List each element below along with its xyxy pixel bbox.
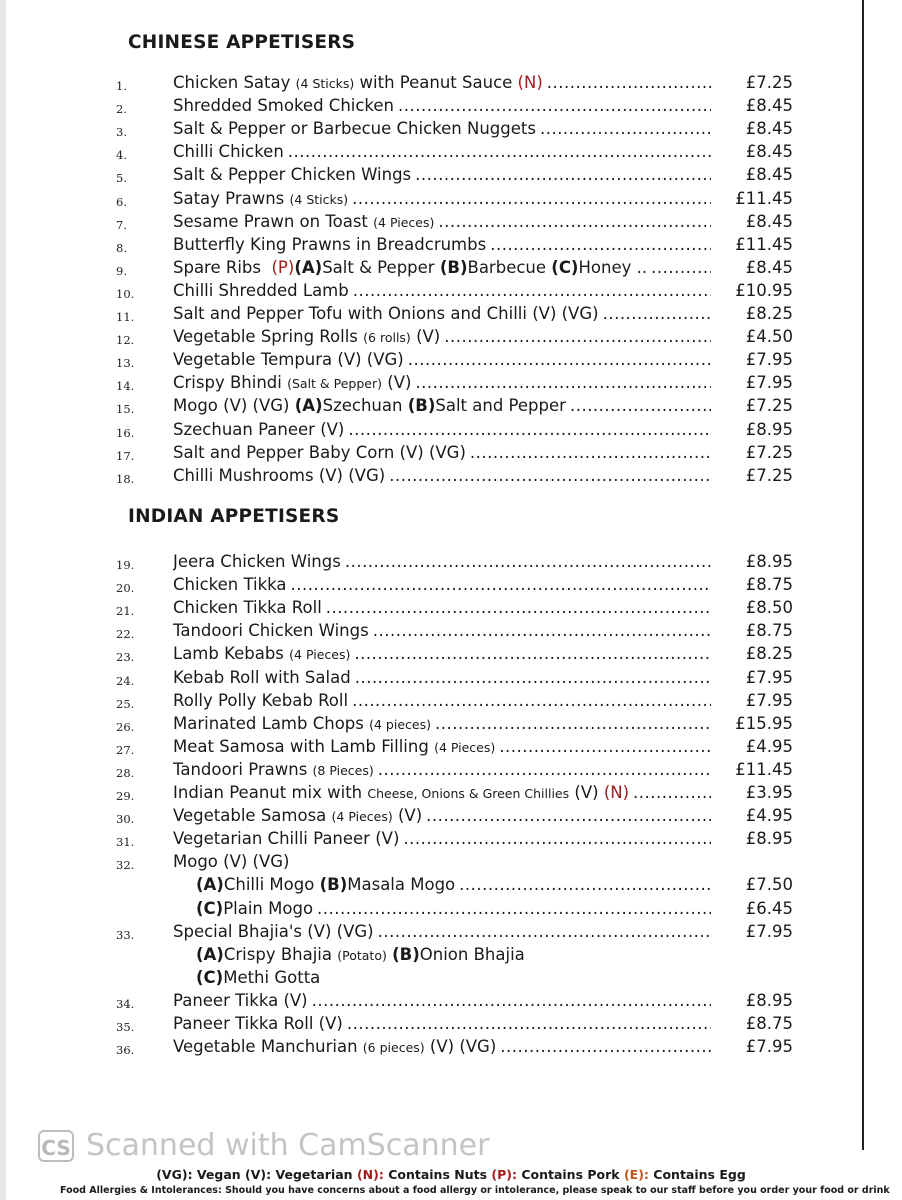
item-price: £8.45 [745, 257, 793, 277]
item-number: 25. [116, 696, 135, 711]
item-line [173, 737, 711, 760]
item-note: (4 pieces) [369, 716, 431, 732]
item-line [173, 373, 711, 396]
leader-dots [378, 760, 711, 779]
item-name: Vegetable Manchurian [173, 1037, 358, 1057]
menu-item-row [0, 691, 902, 714]
item-note: (4 Sticks) [289, 191, 349, 207]
option-b-label: (B) [319, 875, 348, 895]
item-name: Paneer Tikka Roll (V) [173, 1014, 343, 1033]
item-line [173, 212, 711, 235]
menu-item-row [0, 466, 902, 489]
item-note: (4 Pieces) [434, 739, 496, 755]
item-note: (6 rolls) [363, 330, 411, 346]
option-a: Crispy Bhajia [223, 944, 332, 964]
item-price: £8.45 [745, 165, 793, 185]
item-name: Jeera Chicken Wings [173, 552, 341, 571]
item-line [173, 991, 711, 1014]
item-name: Marinated Lamb Chops [173, 713, 364, 733]
item-number: 26. [116, 719, 135, 734]
leader-dots [345, 552, 711, 571]
item-line [173, 189, 711, 212]
menu-item-row [0, 420, 902, 443]
allergen-code: (N) [603, 783, 630, 802]
option-a: Chilli Mogo [223, 875, 315, 895]
leader-dots [438, 212, 711, 231]
allergen-code: (N) [517, 73, 543, 92]
option-a-label: (A) [196, 944, 224, 964]
chinese-appetisers-heading: CHINESE APPETISERS [128, 32, 356, 53]
item-number: 3. [116, 125, 127, 140]
leader-dots [378, 922, 711, 941]
item-number: 20. [116, 581, 135, 596]
menu-item-row [0, 829, 902, 852]
item-price: £8.75 [745, 575, 793, 595]
item-number: 15. [116, 402, 135, 417]
item-line [173, 258, 711, 281]
item-line [173, 165, 711, 188]
item-number: 24. [116, 673, 135, 688]
item-price: £8.25 [745, 644, 793, 664]
item-number: 9. [116, 263, 127, 278]
item-number: 10. [116, 286, 135, 301]
item-number: 29. [116, 789, 135, 803]
menu-item-row [0, 852, 902, 875]
item-line [173, 575, 711, 598]
menu-item-row [0, 142, 902, 165]
item-price: £7.25 [745, 442, 793, 462]
item-name: Chilli Chicken [173, 142, 284, 162]
item-price: £7.95 [745, 1037, 793, 1057]
item-price: £7.25 [745, 73, 793, 92]
item-name: Mogo (V) (VG) [173, 396, 290, 416]
item-suffix: (V) [574, 783, 599, 802]
item-number: 28. [116, 765, 135, 780]
legend-nuts-code: (N): [356, 1167, 384, 1182]
item-price: £7.25 [745, 465, 793, 485]
item-name: Chilli Mushrooms (V) (VG) [173, 465, 386, 485]
leader-dots [547, 73, 711, 92]
menu-item-row [0, 1037, 902, 1060]
item-suffix: (V) [397, 806, 423, 826]
item-number: 8. [116, 240, 127, 255]
menu-item-row [0, 714, 902, 737]
menu-item-row [0, 373, 902, 396]
menu-item-row [0, 1014, 902, 1037]
leader-dots [353, 281, 711, 300]
item-line [173, 783, 711, 806]
item-number: 33. [116, 927, 135, 942]
item-line [196, 899, 711, 922]
menu-item-row [0, 165, 902, 188]
item-number: 4. [116, 148, 127, 163]
item-line [173, 552, 711, 575]
leader-dots [348, 420, 711, 439]
option-b-label: (B) [407, 396, 436, 416]
menu-item-row [0, 968, 902, 991]
leader-dots [352, 691, 711, 710]
dietary-legend [0, 1167, 902, 1182]
leader-dots [355, 668, 711, 687]
option-b: Barbecue [467, 257, 547, 277]
menu-item-row [0, 737, 902, 760]
item-suffix: (V) [416, 327, 441, 347]
item-price: £6.45 [745, 898, 793, 918]
item-name: Salt and Pepper Tofu with Onions and Chilli (V) (VG) [173, 304, 599, 323]
leader-dots [288, 142, 711, 161]
item-note: (Salt & Pepper) [287, 376, 383, 392]
item-number: 27. [116, 742, 135, 757]
menu-item-row [0, 899, 902, 922]
item-note: Cheese, Onions & Green Chillies [367, 786, 570, 801]
leader-dots [499, 737, 711, 756]
legend-egg-code: (E): [623, 1167, 649, 1182]
item-price: £8.45 [745, 119, 793, 139]
item-line [173, 327, 711, 350]
allergen-code: (P) [271, 257, 295, 277]
option-b: Onion Bhajia [419, 944, 525, 964]
leader-dots [317, 899, 711, 918]
item-note: (4 Pieces) [331, 809, 393, 825]
item-line [173, 119, 711, 142]
item-line [196, 945, 756, 968]
legend-nuts: Contains Nuts [388, 1167, 488, 1182]
menu-item-row [0, 189, 902, 212]
menu-item-row [0, 258, 902, 281]
item-name: Vegetable Samosa [173, 806, 327, 826]
option-c-label: (C) [196, 967, 224, 987]
item-name: Tandoori Prawns [173, 759, 308, 779]
item-name: Lamb Kebabs [173, 644, 284, 664]
menu-item-row [0, 668, 902, 691]
leader-dots [444, 327, 711, 346]
item-price: £7.95 [745, 690, 793, 710]
item-name: Butterfly King Prawns in Breadcrumbs [173, 234, 487, 254]
leader-dots [500, 1037, 711, 1056]
item-name: Satay Prawns [173, 188, 285, 208]
item-line [173, 420, 711, 443]
item-line [173, 304, 711, 327]
menu-item-row [0, 783, 902, 806]
item-number: 14. [116, 379, 135, 394]
item-name: Crispy Bhindi [173, 373, 282, 393]
item-name: Paneer Tikka (V) [173, 990, 308, 1010]
option-b: Salt and Pepper [435, 396, 566, 416]
item-line [173, 806, 711, 829]
item-number: 21. [116, 604, 135, 619]
item-note: (Potato) [337, 947, 387, 963]
item-suffix: (V) [387, 373, 412, 393]
menu-item-row [0, 73, 902, 96]
option-b-label: (B) [392, 944, 420, 964]
item-price: £4.50 [745, 327, 793, 347]
item-name: Salt & Pepper Chicken Wings [173, 165, 412, 185]
item-line [173, 1037, 711, 1060]
item-line [173, 281, 711, 304]
menu-item-row [0, 396, 902, 419]
item-price: £3.95 [745, 783, 793, 802]
leader-dots [435, 714, 711, 733]
menu-item-row [0, 806, 902, 829]
item-line [173, 621, 711, 644]
item-line [173, 714, 711, 737]
item-name: Vegetarian Chilli Paneer (V) [173, 829, 400, 849]
option-c: Honey .. [578, 257, 648, 277]
camscanner-logo: CS [38, 1130, 74, 1162]
item-price: £8.45 [745, 211, 793, 231]
menu-item-row [0, 644, 902, 667]
item-number: 1. [116, 79, 127, 93]
item-price: £8.95 [745, 829, 793, 849]
menu-item-row [0, 922, 902, 945]
legend-vegetarian: (V): Vegetarian [245, 1167, 353, 1182]
item-line [173, 1014, 711, 1037]
item-number: 5. [116, 171, 127, 186]
item-number: 23. [116, 650, 135, 665]
item-name: Vegetable Tempura (V) (VG) [173, 350, 404, 370]
leader-dots [651, 258, 711, 277]
item-name: Chicken Tikka [173, 575, 287, 595]
item-name: Tandoori Chicken Wings [173, 621, 369, 641]
item-line [173, 691, 711, 714]
leader-dots [326, 598, 711, 617]
item-name: Kebab Roll with Salad [173, 667, 351, 687]
item-line [173, 668, 711, 691]
item-number: 12. [116, 333, 135, 348]
legend-vegan: (VG): Vegan [156, 1167, 241, 1182]
item-line [173, 96, 711, 119]
item-line [173, 350, 711, 373]
menu-item-row [0, 875, 902, 898]
item-price: £15.95 [735, 713, 793, 733]
menu-item-row [0, 235, 902, 258]
item-name: Rolly Polly Kebab Roll [173, 690, 349, 710]
option-c-label: (C) [551, 257, 579, 277]
legend-pork: Contains Pork [521, 1167, 620, 1182]
allergy-note: Food Allergies & Intolerances: Should you have concerns about a food allergy or intolerance, please speak to our staff before you order your food or drink [60, 1185, 890, 1196]
item-number: 36. [116, 1043, 135, 1058]
leader-dots [490, 235, 711, 254]
menu-item-row [0, 760, 902, 783]
item-price: £7.95 [745, 921, 793, 941]
option-a-label: (A) [196, 875, 224, 895]
item-line [173, 73, 711, 96]
item-line [173, 760, 711, 783]
indian-appetisers-heading: INDIAN APPETISERS [128, 506, 340, 527]
item-price: £8.45 [745, 142, 793, 162]
item-number: 7. [116, 217, 127, 232]
leader-dots [415, 373, 711, 392]
leader-dots [603, 304, 711, 323]
leader-dots [426, 806, 711, 825]
leader-dots [312, 991, 711, 1010]
menu-item-row [0, 552, 902, 575]
item-price: £8.45 [745, 96, 793, 116]
item-number: 19. [116, 558, 135, 572]
leader-dots [398, 96, 711, 115]
menu-item-row [0, 327, 902, 350]
leader-dots [389, 466, 711, 485]
item-number: 22. [116, 627, 135, 642]
leader-dots [470, 443, 711, 462]
item-suffix: with Peanut Sauce [359, 73, 513, 92]
item-price: £4.95 [745, 806, 793, 826]
item-line [173, 922, 711, 945]
item-note: (4 Pieces) [289, 647, 351, 663]
camscanner-watermark: Scanned with CamScanner [86, 1128, 490, 1163]
item-number: 32. [116, 858, 135, 873]
menu-item-row [0, 991, 902, 1014]
option-a-label: (A) [294, 257, 323, 277]
item-number: 13. [116, 356, 135, 371]
leader-dots [459, 875, 711, 894]
item-number: 11. [116, 310, 135, 324]
item-name: Chicken Tikka Roll [173, 598, 322, 618]
item-line [196, 875, 711, 898]
item-line [173, 466, 711, 489]
item-price: £7.50 [745, 875, 793, 895]
item-note: (8 Pieces) [312, 762, 374, 778]
leader-dots [373, 621, 711, 640]
item-line [173, 396, 711, 419]
item-name: Spare Ribs [173, 257, 261, 277]
option-b-label: (B) [439, 257, 468, 277]
item-suffix: (V) (VG) [429, 1037, 497, 1057]
item-name: Chilli Shredded Lamb [173, 280, 349, 300]
item-price: £7.95 [745, 667, 793, 687]
leader-dots [347, 1014, 711, 1033]
item-price: £8.25 [745, 304, 793, 323]
item-note: (4 Pieces) [373, 214, 435, 230]
item-price: £11.45 [735, 759, 793, 779]
item-name: Salt & Pepper or Barbecue Chicken Nuggets [173, 119, 536, 139]
item-note: (6 pieces) [362, 1040, 425, 1056]
option-c: Plain Mogo [223, 898, 314, 918]
leader-dots [408, 350, 711, 369]
item-number: 17. [116, 448, 135, 463]
menu-item-row [0, 350, 902, 373]
item-name: Special Bhajia's (V) (VG) [173, 921, 374, 941]
item-price: £8.95 [745, 990, 793, 1010]
menu-item-row [0, 281, 902, 304]
item-line [173, 644, 711, 667]
menu-item-row [0, 304, 902, 327]
item-price: £7.95 [745, 373, 793, 393]
item-price: £7.25 [745, 396, 793, 416]
option-a-label: (A) [294, 396, 323, 416]
item-price: £10.95 [735, 280, 793, 300]
menu-item-row [0, 575, 902, 598]
item-price: £7.95 [745, 350, 793, 370]
item-price: £11.45 [735, 234, 793, 254]
item-name: Chicken Satay [173, 73, 291, 92]
item-name: Meat Samosa with Lamb Filling [173, 736, 429, 756]
menu-item-row [0, 443, 902, 466]
item-line [173, 829, 711, 852]
item-price: £11.45 [735, 188, 793, 208]
menu-item-row [0, 96, 902, 119]
item-name: Szechuan Paneer (V) [173, 419, 345, 439]
leader-dots [403, 829, 711, 848]
item-name: Indian Peanut mix with [173, 783, 363, 802]
item-price: £4.95 [745, 736, 793, 756]
leader-dots [570, 396, 711, 415]
leader-dots [415, 165, 711, 184]
item-number: 35. [116, 1020, 135, 1034]
option-a: Szechuan [322, 396, 403, 416]
legend-pork-code: (P): [491, 1167, 517, 1182]
leader-dots [352, 189, 711, 208]
item-number: 30. [116, 812, 135, 827]
item-name: Sesame Prawn on Toast [173, 211, 368, 231]
item-name: Salt and Pepper Baby Corn (V) (VG) [173, 442, 466, 462]
item-line [173, 142, 711, 165]
leader-dots [633, 783, 711, 802]
item-number: 34. [116, 996, 135, 1011]
item-name: Shredded Smoked Chicken [173, 96, 395, 116]
item-number: 2. [116, 102, 127, 117]
option-b: Masala Mogo [347, 875, 456, 895]
item-line [173, 443, 711, 466]
item-price: £8.75 [745, 1014, 793, 1033]
menu-item-row [0, 119, 902, 142]
item-number: 16. [116, 425, 135, 440]
item-line [173, 852, 711, 875]
item-price: £8.75 [745, 621, 793, 641]
legend-egg: Contains Egg [653, 1167, 746, 1182]
menu-item-row [0, 945, 902, 968]
option-a: Salt & Pepper [322, 257, 435, 277]
item-number: 31. [116, 835, 135, 850]
option-c-label: (C) [196, 898, 224, 918]
menu-item-row [0, 621, 902, 644]
item-name: Vegetable Spring Rolls [173, 327, 358, 347]
item-name: Mogo (V) (VG) [173, 852, 290, 872]
item-number: 6. [116, 194, 127, 209]
item-line [196, 968, 756, 991]
item-line [173, 235, 711, 258]
item-line [173, 598, 711, 621]
leader-dots [291, 575, 711, 594]
leader-dots [354, 644, 711, 663]
item-number: 18. [116, 471, 135, 486]
item-price: £8.50 [745, 598, 793, 618]
item-note: (4 Sticks) [295, 76, 355, 91]
leader-dots [540, 119, 711, 138]
menu-item-row [0, 598, 902, 621]
option-c: Methi Gotta [223, 967, 321, 987]
menu-item-row [0, 212, 902, 235]
item-price: £8.95 [745, 552, 793, 571]
item-price: £8.95 [745, 419, 793, 439]
